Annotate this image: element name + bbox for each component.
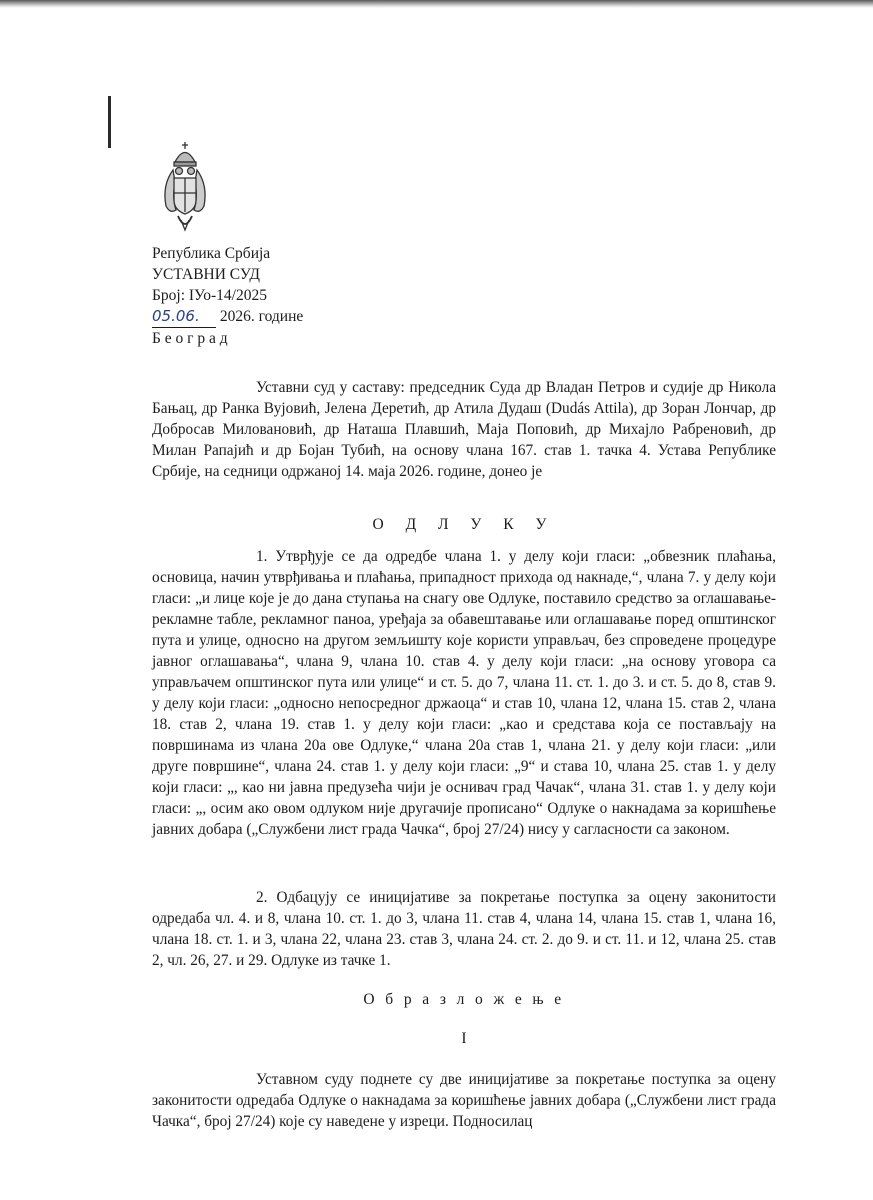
- reasoning-paragraph: [152, 1069, 776, 1132]
- handwritten-date: 05.06.: [152, 306, 216, 328]
- case-number: Број: IУо-14/2025: [152, 287, 267, 304]
- intro-text: Уставни суд у саставу: председник Суда др Владан Петров и судије др Никола Бањац, др Ранка Вујовић, Јелена Деретић, др Атила Дудаш (Dudás Attila), др Зоран Лончар, др Добросав Миловановић, др Наташа Плавшић, Маја Поповић, др Михајло Рабреновић, др Милан Рапајић и др Бојан Тубић, на основу члана 167. став 1. тачка 4. Устава Републике Србије, на седници одржаној 14. маја 2026. године, донео је: [152, 379, 776, 480]
- decision-point-2: [152, 887, 776, 971]
- point-2-text: 2. Одбацују се иницијативе за покретање поступка за оцену законитости одредаба чл. 4. и 8, члана 10. ст. 1. до 3, члана 11. став 4, члана 14, члана 15. став 1, члана 16, члана 18. ст. 1. и 3, члана 22, члана 23. став 3, члана 24. ст. 2. до 9. и ст. 11. и 12, члана 25. став 2, чл. 26, 27. и 29. Одлуке из тачке 1.: [152, 889, 776, 969]
- section-number: I: [461, 1030, 467, 1047]
- decision-title: О Д Л У К У: [372, 516, 556, 533]
- serbian-coat-of-arms-icon: [160, 140, 210, 236]
- reasoning-title: О б р а з л о ж е њ е: [363, 991, 565, 1008]
- republic-name: Република Србија: [152, 245, 271, 262]
- point-1-text: 1. Утврђује се да одредбе члана 1. у делу који гласи: „обвезник плаћања, основица, начин утврђивања и плаћања, припадност прихода од накнаде,“, члана 7. у делу који гласи: „и лице које је до дана ступања на снагу ове Одлуке, поставило средство за оглашавање-рекламне табле, рекламног паноа, уређаја за обавештавање или оглашавање поред општинског пута и улице, односно на другом земљишту које користи управљач, без спроведене процедуре јавног оглашавања“, члана 9, члана 10. став 4. у делу који гласи: „на основу уговора са управљачем општинског пута или улице“ и ст. 5. до 7, члана 11. ст. 1. до 3. и ст. 5. до 8, став 9. у делу који гласи: „односно непосредног држаоца“ и став 10, члана 12, члана 15. став 2, члана 18. став 2, члана 19. став 1. у делу који гласи: „као и средстава која се постављају на површинама из члана 20а ове Одлуке,“ члана 20а став 1, члана 21. у делу који гласи: „или друге површине“, члана 24. став 1. у делу који гласи: „9“ и става 10, члана 25. став 1. у делу који гласи: „, као ни јавна предузећа чији је оснивач град Чачак“, члана 31. став 1. у делу који гласи: „, осим ако овом одлуком није другачије прописано“ Одлуке о накнадама за коришћење јавних добара („Службени лист града Чачка“, број 27/24) нису у сагласности са законом.: [152, 548, 776, 838]
- intro-paragraph: [152, 377, 776, 482]
- date-year: 2026. године: [219, 308, 304, 325]
- decision-point-1: [152, 546, 776, 840]
- city-name: Б е о г р а д: [152, 330, 228, 347]
- document-date: [152, 306, 303, 328]
- margin-pen-mark: [108, 96, 111, 148]
- court-name: УСТАВНИ СУД: [152, 266, 260, 283]
- reasoning-text: Уставном суду поднете су две иницијативе за покретање поступка за оцену законитости одредаба Одлуке о накнадама за коришћење јавних добара („Службени лист града Чачка“, број 27/24) које су наведене у изреци. Подносилац: [152, 1071, 776, 1130]
- scan-edge: [0, 0, 873, 8]
- document-header: [152, 243, 303, 349]
